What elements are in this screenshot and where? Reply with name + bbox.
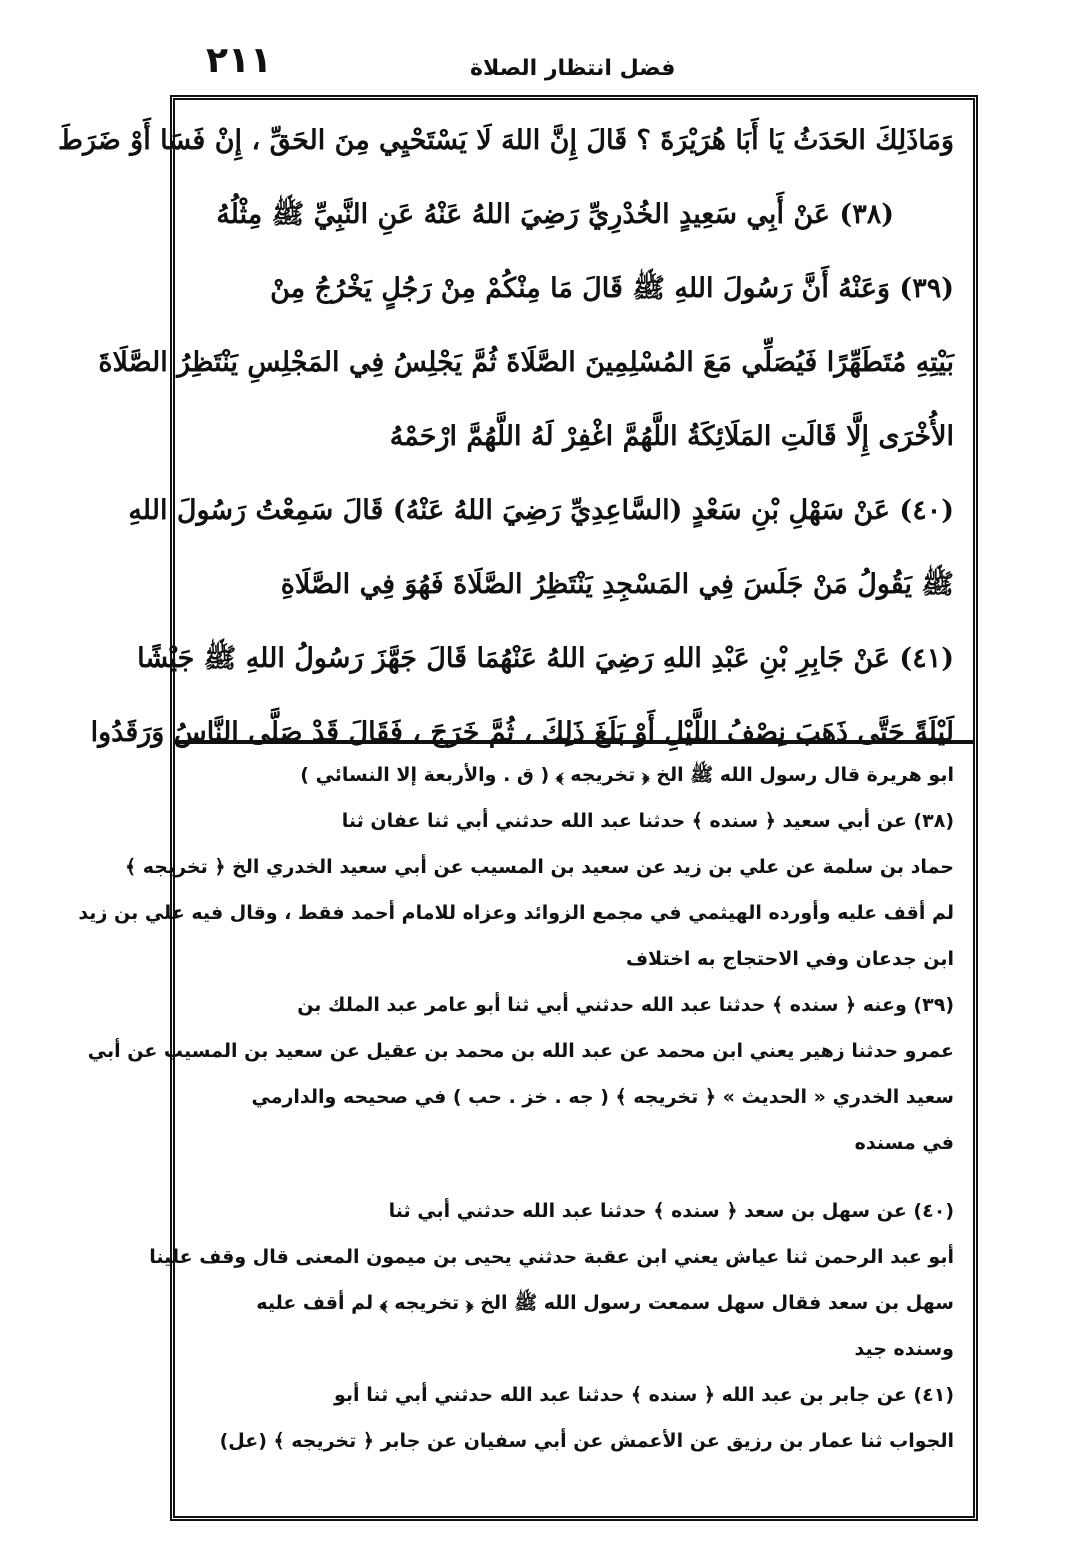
commentary-line: ابو هريرة قال رسول الله ﷺ الخ ﴿ تخريجه ﴾ ( ق . والأربعة إلا النسائي ) — [300, 764, 954, 786]
commentary-line: (٤٠) عن سهل بن سعد ﴿ سنده ﴾ حدثنا عبد الله حدثني أبي ثنا — [388, 1200, 954, 1222]
hadith-line: بَيْتِهِ مُتَطَهِّرًا فَيُصَلِّي مَعَ المُسْلِمِينَ الصَّلَاةَ ثُمَّ يَجْلِسُ فِي المَجْلِسِ يَنْتَظِرُ الصَّلَاةَ — [98, 347, 954, 378]
page-number: ٢١١ — [206, 40, 272, 81]
hadith-line: لَيْلَةً حَتَّى ذَهَبَ نِصْفُ اللَّيْلِ أَوْ بَلَغَ ذَلِكَ ، ثُمَّ خَرَجَ ، فَقَالَ قَدْ صَلَّى النَّاسُ وَرَقَدُوا — [90, 717, 954, 748]
commentary-line: (٣٩) وعنه ﴿ سنده ﴾ حدثنا عبد الله حدثني أبي ثنا أبو عامر عبد الملك بن — [297, 994, 954, 1016]
spacer — [192, 1166, 954, 1188]
hadith-line: (٣٨) عَنْ أَبِي سَعِيدٍ الخُدْرِيِّ رَضِيَ اللهُ عَنْهُ عَنِ النَّبِيِّ ﷺ مِثْلُهُ — [216, 199, 894, 230]
hadith-line: (٤١) عَنْ جَابِرِ بْنِ عَبْدِ اللهِ رَضِيَ اللهُ عَنْهُمَا قَالَ جَهَّزَ رَسُولُ اللهِ ﷺ جَيْشًا — [137, 643, 954, 674]
hadith-line: (٤٠) عَنْ سَهْلِ بْنِ سَعْدٍ (السَّاعِدِيِّ رَضِيَ اللهُ عَنْهُ) قَالَ سَمِعْتُ رَسُولَ اللهِ — [128, 495, 954, 526]
running-header: فضل انتظار الصلاة — [470, 56, 676, 81]
commentary-line: لم أقف عليه وأورده الهيثمي في مجمع الزوائد وعزاه للامام أحمد فقط ، وقال فيه علي بن زيد — [78, 902, 954, 924]
commentary-line: الجواب ثنا عمار بن رزيق عن الأعمش عن أبي سفيان عن جابر ﴿ تخريجه ﴾ (عل) — [219, 1430, 954, 1452]
commentary-line: عمرو حدثنا زهير يعني ابن محمد عن عبد الله بن محمد بن عقيل عن سعيد بن المسيب عن أبي — [87, 1040, 954, 1062]
commentary-line: سعيد الخدري « الحديث » ﴿ تخريجه ﴾ ( جه . خز . حب ) في صحيحه والدارمي — [251, 1086, 954, 1108]
hadith-line: الأُخْرَى إِلَّا قَالَتِ المَلَائِكَةُ اللَّهُمَّ اغْفِرْ لَهُ اللَّهُمَّ ارْحَمْهُ — [389, 421, 954, 452]
commentary-text — [78, 752, 968, 1512]
hadith-line: (٣٩) وَعَنْهُ أَنَّ رَسُولَ اللهِ ﷺ قَالَ مَا مِنْكُمْ مِنْ رَجُلٍ يَخْرُجُ مِنْ — [270, 273, 954, 304]
commentary-line: أبو عبد الرحمن ثنا عياش يعني ابن عقبة حدثني يحيى بن ميمون المعنى قال وقف علينا — [149, 1246, 954, 1268]
commentary-line: ابن جدعان وفي الاحتجاج به اختلاف — [625, 948, 954, 970]
hadith-line: وَمَاذَلِكَ الحَدَثُ يَا أَبَا هُرَيْرَةَ ؟ قَالَ إِنَّ اللهَ لَا يَسْتَحْيِي مِنَ الحَقِّ ، إِنْ فَسَا أَوْ ضَرَطَ — [57, 125, 954, 156]
section-divider — [175, 740, 973, 744]
commentary-line: حماد بن سلمة عن علي بن زيد عن سعيد بن المسيب عن أبي سعيد الخدري الخ ﴿ تخريجه ﴾ — [124, 856, 954, 878]
commentary-line: (٣٨) عن أبي سعيد ﴿ سنده ﴾ حدثنا عبد الله حدثني أبي ثنا عفان ثنا — [341, 810, 954, 832]
commentary-line: سهل بن سعد فقال سهل سمعت رسول الله ﷺ الخ ﴿ تخريجه ﴾ لم أقف عليه — [256, 1292, 954, 1314]
hadith-line: ﷺ يَقُولُ مَنْ جَلَسَ فِي المَسْجِدِ يَنْتَظِرُ الصَّلَاةَ فَهُوَ فِي الصَّلَاةِ — [280, 569, 954, 600]
commentary-line: وسنده جيد — [854, 1338, 954, 1360]
hadith-text — [57, 98, 968, 748]
commentary-line: (٤١) عن جابر بن عبد الله ﴿ سنده ﴾ حدثنا عبد الله حدثني أبي ثنا أبو — [334, 1384, 954, 1406]
commentary-line: في مسنده — [854, 1132, 954, 1154]
